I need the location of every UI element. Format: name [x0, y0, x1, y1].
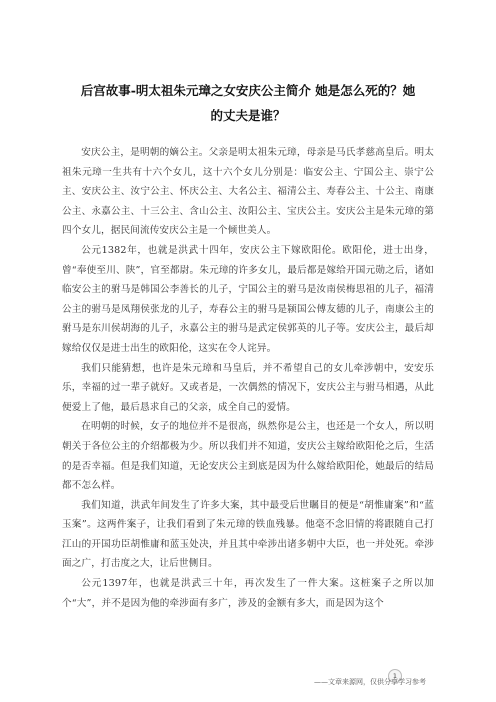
paragraph: 我们知道，洪武年间发生了许多大案，其中最受后世瞩目的便是“胡惟庸案”和“蓝玉案”。这两件案子，让我们看到了朱元璋的铁血残暴。他毫不念旧情的将跟随自己打江山的开国功臣胡惟庸和蓝玉处决，并且其中牵涉出诸多朝中大臣，也一并处死。牵涉面之广，打击度之大，让后世侧目。	[62, 499, 434, 570]
paragraph: 在明朝的时候，女子的地位并不是很高，纵然你是公主，也还是一个女人，所以明朝关于各位公主的介绍都极为少。所以我们并不知道，安庆公主嫁给欧阳伦之后，生活的是否幸福。但是我们知道，无论安庆公主到底是因为什么嫁给欧阳伦，她最后的结局都不怎么样。	[62, 421, 434, 492]
paragraph: 公元1382年，也就是洪武十四年，安庆公主下嫁欧阳伦。欧阳伦，进士出身，曾“奉使至川、陕”，官至都尉。朱元璋的许多女儿，最后都是嫁给开国元勋之后，诸如临安公主的驸马是韩国公李善长的儿子，宁国公主的驸马是汝南侯梅思祖的儿子，福清公主的驸马是凤翔侯张龙的儿子，寿春公主的驸马是颍国公傅友德的儿子，南康公主的驸马是东川侯胡海的儿子，永嘉公主的驸马是武定侯郭英的儿子等。安庆公主，最后却嫁给仅仅是进士出生的欧阳伦，这实在令人诧异。	[62, 244, 434, 354]
page-number-badge: 1	[388, 669, 402, 683]
document-title-line1: 后宫故事-明太祖朱元璋之女安庆公主简介 她是怎么死的？她	[80, 83, 416, 98]
paragraph: 我们只能猜想，也许是朱元璋和马皇后，并不希望自己的女儿牵涉朝中，安安乐乐，幸福的过一辈子就好。又或者是，一次偶然的情况下，安庆公主与驸马相遇，从此便爱上了他，最后恳求自己的父亲，成全自己的爱情。	[62, 362, 434, 413]
document-title-line2: 的丈夫是谁？	[210, 108, 286, 123]
paragraph: 公元1397年，也就是洪武三十年，再次发生了一件大案。这桩案子之所以加个“大”，并不是因为他的牵涉面有多广，涉及的金额有多大，而是因为这个	[62, 578, 434, 609]
paragraph: 安庆公主，是明朝的嫡公主。父亲是明太祖朱元璋，母亲是马氏孝慈高皇后。明太祖朱元璋一生共有十六个女儿，这十六个女儿分别是：临安公主、宁国公主、崇宁公主、安庆公主、汝宁公主、怀庆公主、大名公主、福清公主、寿春公主、十公主、南康公主、永嘉公主、十三公主、含山公主、汝阳公主、宝庆公主。安庆公主是朱元璋的第四个女儿，据民间流传安庆公主是一个倾世美人。	[62, 147, 434, 237]
document-body	[62, 143, 434, 613]
footer-note: ——文章来源网，仅供分享学习参考	[314, 678, 426, 686]
